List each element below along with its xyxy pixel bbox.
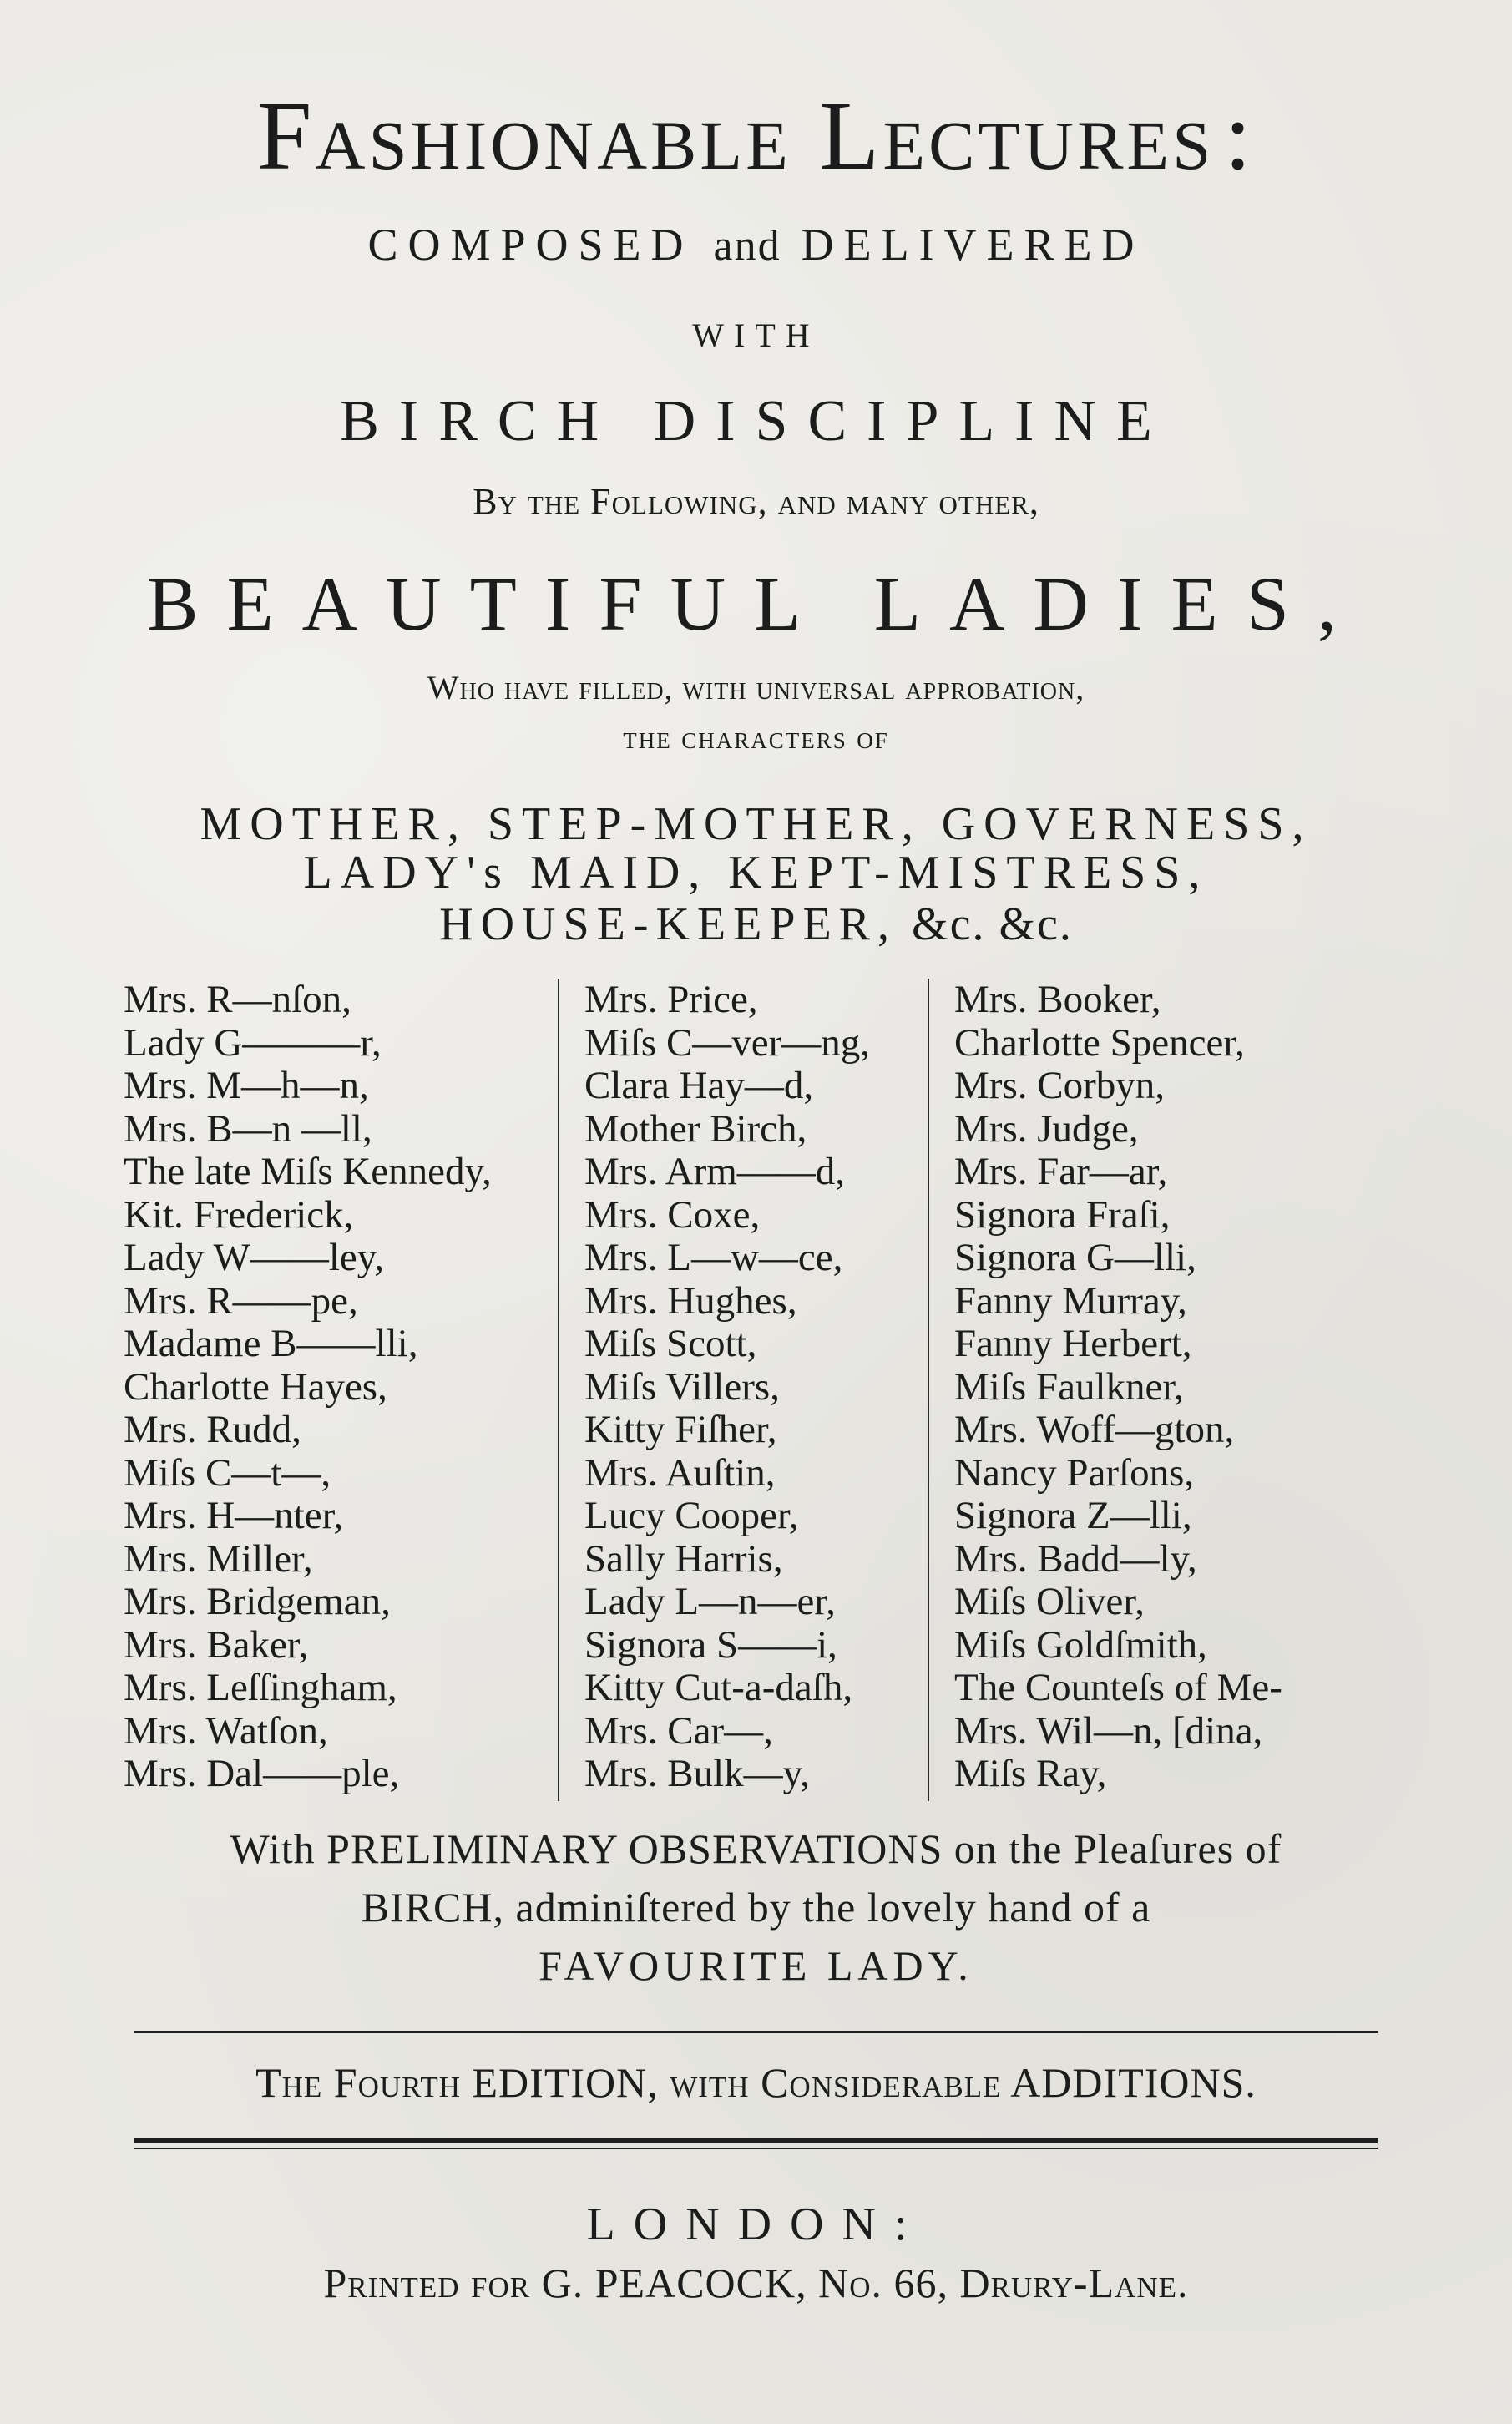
list-item: Lady G———r,	[124, 1020, 382, 1065]
list-item: Miſs Ray,	[954, 1752, 1107, 1795]
list-item: Mrs. R—nſon,	[124, 978, 351, 1021]
double-rule-thin	[134, 2148, 1378, 2149]
list-item: Signora S——i,	[584, 1622, 837, 1667]
list-item: Mrs. M—h—n,	[124, 1064, 369, 1107]
list-item: Mrs. Car—,	[584, 1708, 773, 1753]
list-item: Mrs. Miller,	[124, 1536, 313, 1581]
composed-word: COMPOSED	[367, 220, 694, 270]
list-item: Miſs Villers,	[584, 1364, 780, 1409]
list-item: Mrs. Price,	[584, 978, 758, 1021]
list-item: Fanny Murray,	[954, 1278, 1187, 1323]
observations-line-1: With PRELIMINARY OBSERVATIONS on the Pleaſures of	[230, 1825, 1282, 1872]
list-item: Mrs. Far—ar,	[954, 1150, 1168, 1193]
list-item: Mrs. Corbyn,	[954, 1064, 1165, 1107]
list-item: Nancy Parſons,	[954, 1450, 1195, 1495]
list-item: Lady W——ley,	[124, 1236, 384, 1279]
list-item: Mrs. L—w—ce,	[584, 1236, 843, 1279]
list-item: Signora G—lli,	[954, 1236, 1196, 1279]
list-item: Mrs. Watſon,	[124, 1708, 328, 1753]
list-item: Kitty Fiſher,	[584, 1408, 777, 1451]
and-word: and	[713, 222, 781, 270]
list-item: Miſs Goldſmith,	[954, 1622, 1207, 1667]
rule-above-edition	[134, 2031, 1378, 2033]
delivered-word: DELIVERED	[801, 220, 1145, 270]
list-item: Charlotte Spencer,	[954, 1020, 1245, 1065]
list-item: Signora Z—lli,	[954, 1494, 1192, 1537]
imprint-city: LONDON:	[586, 2199, 926, 2250]
list-item: Kitty Cut-a-daſh,	[584, 1666, 853, 1709]
names-list	[124, 979, 1393, 1805]
list-item: Mrs. Badd—ly,	[954, 1536, 1197, 1581]
list-item: Lady L—n—er,	[584, 1580, 836, 1623]
with-line: WITH	[692, 316, 820, 354]
names-column-3	[954, 979, 1388, 1796]
page-title	[0, 79, 1512, 193]
list-item: Miſs C—ver—ng,	[584, 1020, 871, 1065]
list-item: Mrs. Dal——ple,	[124, 1752, 400, 1795]
list-item: Miſs Scott,	[584, 1322, 757, 1365]
list-item: Lucy Cooper,	[584, 1494, 799, 1537]
list-item: Sally Harris,	[584, 1536, 783, 1581]
list-item: Mother Birch,	[584, 1106, 807, 1151]
observations-line-3: FAVOURITE LADY.	[539, 1942, 973, 1989]
list-item: The Counteſs of Me-	[954, 1666, 1282, 1709]
observations-line-2: BIRCH, adminiſtered by the lovely hand of a	[361, 1884, 1151, 1931]
list-item: Miſs Oliver,	[954, 1580, 1145, 1623]
names-column-2	[584, 979, 943, 1796]
list-item: Mrs. Arm——d,	[584, 1150, 846, 1193]
column-divider-1	[558, 979, 559, 1801]
composed-line	[0, 219, 1512, 271]
beautiful-ladies-line: BEAUTIFUL LADIES,	[147, 561, 1365, 646]
list-item: Mrs. H—nter,	[124, 1494, 344, 1537]
title-colon: :	[1224, 81, 1256, 190]
list-item: Mrs. Hughes,	[584, 1278, 797, 1323]
list-item: Mrs. Wil—n, [dina,	[954, 1708, 1263, 1753]
list-item: Clara Hay—d,	[584, 1064, 814, 1107]
byline: By the Following, and many other,	[473, 481, 1039, 522]
list-item: Mrs. Woff—gton,	[954, 1408, 1235, 1451]
imprint-printer: Printed for G. PEACOCK, No. 66, Drury-Lane.	[323, 2260, 1189, 2306]
list-item: Mrs. B—n —ll,	[124, 1106, 372, 1151]
list-item: Mrs. R——pe,	[124, 1278, 358, 1323]
etcetera-text: &c. &c.	[912, 898, 1073, 950]
housekeeper-text: HOUSE-KEEPER,	[439, 898, 898, 950]
list-item: Mrs. Rudd,	[124, 1408, 301, 1451]
characters-of-line: the characters of	[623, 721, 889, 756]
birch-discipline-line: BIRCH DISCIPLINE	[340, 389, 1172, 453]
edition-line: The Fourth EDITION, with Considerable ADDITIONS.	[255, 2059, 1257, 2106]
list-item: Mrs. Bridgeman,	[124, 1580, 391, 1623]
column-divider-2	[928, 979, 929, 1801]
list-item: Mrs. Baker,	[124, 1622, 309, 1667]
names-column-1	[124, 979, 549, 1796]
list-item: Mrs. Auſtin,	[584, 1450, 776, 1495]
characters-line-1: MOTHER, STEP-MOTHER, GOVERNESS,	[200, 798, 1312, 850]
list-item: Charlotte Hayes,	[124, 1364, 387, 1409]
double-rule-thick	[134, 2138, 1378, 2143]
list-item: The late Miſs Kennedy,	[124, 1150, 492, 1193]
approbation-line: Who have filled, with universal approbation,	[427, 669, 1085, 706]
list-item: Mrs. Coxe,	[584, 1192, 761, 1237]
list-item: Madame B——lli,	[124, 1322, 418, 1365]
list-item: Signora Fraſi,	[954, 1192, 1171, 1237]
list-item: Mrs. Judge,	[954, 1106, 1139, 1151]
list-item: Kit. Frederick,	[124, 1192, 354, 1237]
title-text: Fashionable Lectures	[256, 81, 1215, 190]
list-item: Mrs. Leſſingham,	[124, 1666, 397, 1709]
characters-line-2: LADY's MAID, KEPT-MISTRESS,	[303, 847, 1209, 898]
list-item: Fanny Herbert,	[954, 1322, 1192, 1365]
list-item: Mrs. Booker,	[954, 978, 1161, 1021]
list-item: Miſs Faulkner,	[954, 1364, 1184, 1409]
list-item: Mrs. Bulk—y,	[584, 1752, 810, 1795]
characters-line-3	[0, 898, 1512, 951]
list-item: Miſs C—t—,	[124, 1450, 331, 1495]
